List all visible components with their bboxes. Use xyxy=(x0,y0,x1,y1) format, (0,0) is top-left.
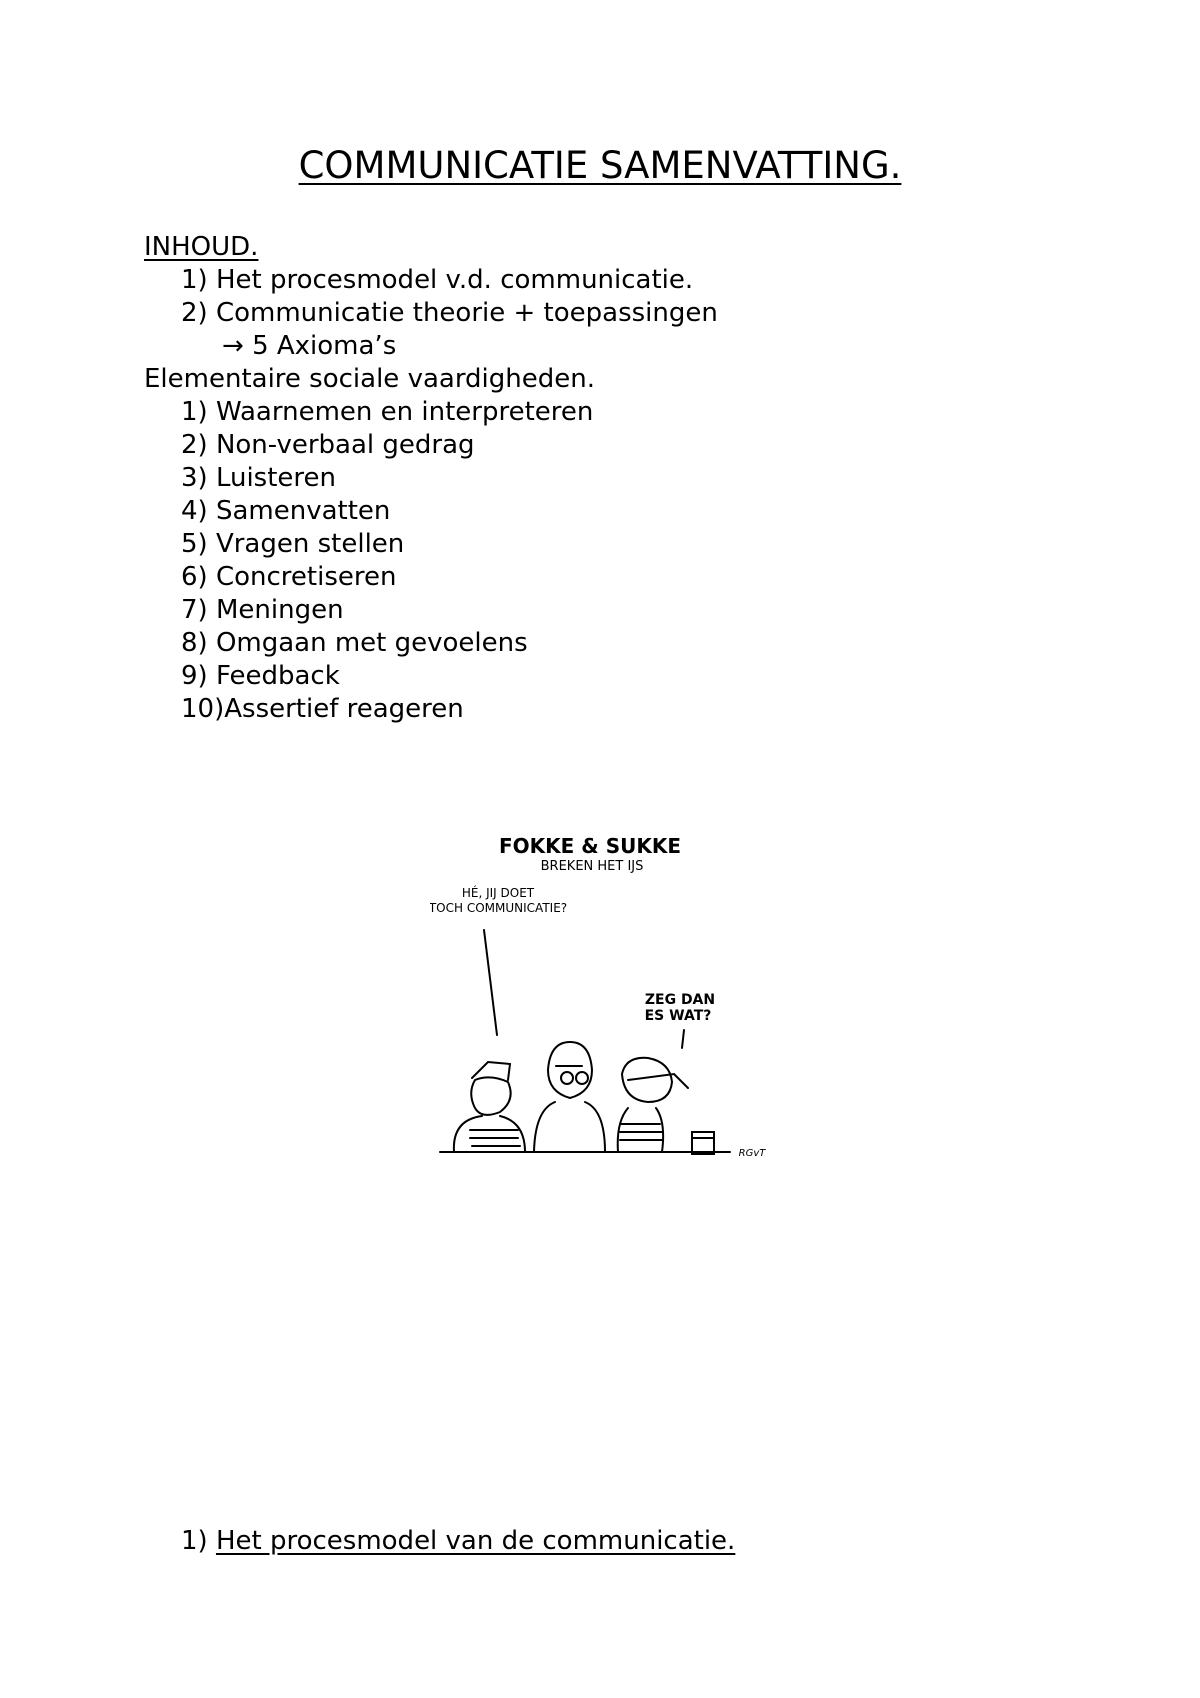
contents-sub-item xyxy=(222,330,396,363)
section-number: 1) xyxy=(181,1526,208,1556)
item-number: 8) xyxy=(181,628,208,658)
item-text: Luisteren xyxy=(215,463,337,493)
item-text: 5 Axioma’s xyxy=(252,331,397,361)
skills-item xyxy=(181,396,593,429)
item-text: Meningen xyxy=(215,595,344,625)
item-number: 10) xyxy=(181,694,225,724)
skills-item xyxy=(181,462,336,495)
contents-item xyxy=(181,264,693,297)
item-number: 1) xyxy=(181,397,208,427)
item-number: 5) xyxy=(181,529,208,559)
item-text: Waarnemen en interpreteren xyxy=(215,397,594,427)
item-text: Non-verbaal gedrag xyxy=(215,430,475,460)
contents-item xyxy=(181,297,718,330)
skills-item xyxy=(181,693,464,726)
speech-bubble-right-line1: ZEG DAN xyxy=(644,992,716,1008)
speech-bubble-left-line2: TOCH COMMUNICATIE? xyxy=(430,901,568,915)
contents-heading: INHOUD. xyxy=(144,232,259,262)
item-number: 7) xyxy=(181,595,208,625)
speech-bubble-left-line1: HÉ, JIJ DOET xyxy=(461,886,535,900)
item-number: 1) xyxy=(181,265,208,295)
item-number: 4) xyxy=(181,496,208,526)
section-title: Het procesmodel van de communicatie. xyxy=(215,1526,736,1556)
arrow-icon: → xyxy=(222,331,244,361)
skills-heading: Elementaire sociale vaardigheden. xyxy=(144,364,596,394)
item-number: 9) xyxy=(181,661,208,691)
item-number: 2) xyxy=(181,298,208,328)
skills-item xyxy=(181,561,396,594)
item-text: Assertief reageren xyxy=(224,694,464,724)
speech-bubble-right-line2: ES WAT? xyxy=(644,1008,712,1024)
skills-item xyxy=(181,627,528,660)
skills-item xyxy=(181,660,340,693)
item-text: Samenvatten xyxy=(215,496,391,526)
item-text: Communicatie theorie + toepassingen xyxy=(215,298,718,328)
skills-item xyxy=(181,429,475,462)
item-text: Feedback xyxy=(215,661,340,691)
item-number: 6) xyxy=(181,562,208,592)
cartoon-drawing xyxy=(430,830,780,1170)
item-text: Het procesmodel v.d. communicatie. xyxy=(215,265,694,295)
section-heading xyxy=(181,1525,735,1558)
item-text: Concretiseren xyxy=(215,562,397,592)
cartoon-title: FOKKE & SUKKE xyxy=(499,834,681,858)
skills-item xyxy=(181,495,390,528)
skills-item xyxy=(181,528,404,561)
item-number: 3) xyxy=(181,463,208,493)
item-number: 2) xyxy=(181,430,208,460)
cartoon-figures xyxy=(440,930,730,1154)
cartoon-subtitle: BREKEN HET IJS xyxy=(540,859,644,874)
fokke-sukke-cartoon xyxy=(430,830,780,1170)
item-text: Vragen stellen xyxy=(215,529,405,559)
document-title: COMMUNICATIE SAMENVATTING. xyxy=(298,144,902,187)
cartoon-signature: RGvT xyxy=(738,1148,766,1159)
item-text: Omgaan met gevoelens xyxy=(215,628,528,658)
skills-item xyxy=(181,594,344,627)
